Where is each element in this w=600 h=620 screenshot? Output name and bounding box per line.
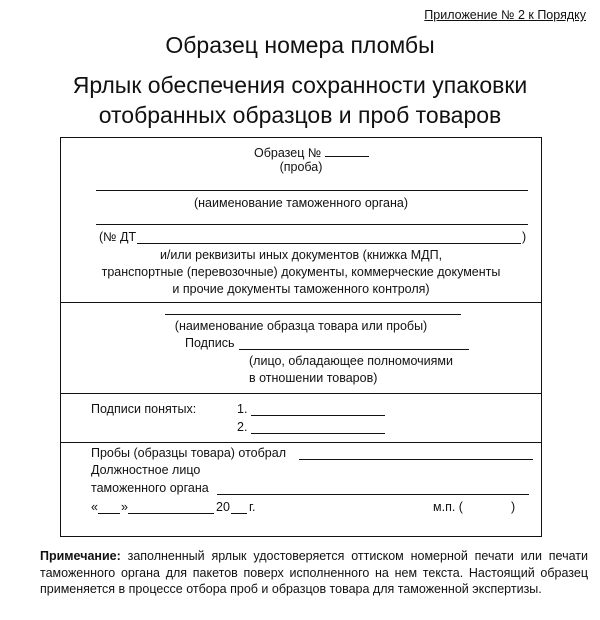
date-close-quote: » xyxy=(121,500,128,514)
documents-caption-3: и прочие документы таможенного контроля) xyxy=(172,282,430,296)
customs-name-caption: (наименование таможенного органа) xyxy=(193,196,409,210)
dt-open-label: (№ ДТ xyxy=(99,230,137,244)
note-label: Примечание: xyxy=(40,549,121,563)
witness-1-number: 1. xyxy=(237,402,248,416)
dt-close-label: ) xyxy=(522,230,527,244)
witness-2-number: 2. xyxy=(237,420,248,434)
sample-name-field[interactable] xyxy=(165,314,461,315)
date-open-quote: « xyxy=(91,500,98,514)
sample-name-caption: (наименование образца товара или пробы) xyxy=(174,319,428,333)
section-divider xyxy=(61,442,541,443)
documents-caption-1: и/или реквизиты иных документов (книжка МДП, xyxy=(159,248,443,262)
authorized-person-caption-1: (лицо, обладающее полномочиями xyxy=(249,354,453,368)
label-title-line-2: отобранных образцов и проб товаров xyxy=(98,102,502,128)
date-day-field[interactable] xyxy=(98,513,120,514)
customs-name-field-2[interactable] xyxy=(96,224,528,225)
stamp-place-close: ) xyxy=(511,500,516,514)
witness-2-signature-field[interactable] xyxy=(251,433,385,434)
label-form xyxy=(60,137,542,537)
probe-caption: (проба) xyxy=(279,160,323,174)
label-title-line-1: Ярлык обеспечения сохранности упаковки xyxy=(72,72,528,98)
official-label-1: Должностное лицо xyxy=(91,463,201,477)
documents-caption-2: транспортные (перевозочные) документы, коммерческие документы xyxy=(101,265,501,279)
year-suffix: г. xyxy=(249,500,256,514)
sample-number-field[interactable] xyxy=(325,144,369,157)
customs-name-field[interactable] xyxy=(96,190,528,191)
signature-label: Подпись xyxy=(185,336,235,350)
note xyxy=(40,548,588,598)
sample-number-row xyxy=(254,144,369,160)
sample-number-label: Образец № xyxy=(254,146,322,160)
appendix-reference: Приложение № 2 к Порядку xyxy=(424,8,586,22)
signature-field[interactable] xyxy=(239,349,469,350)
official-field[interactable] xyxy=(217,494,529,495)
date-month-field[interactable] xyxy=(128,513,214,514)
page-title: Образец номера пломбы xyxy=(165,32,435,58)
note-text: заполненный ярлык удостоверяется оттиском номерной печати или печати таможенного органа для пакетов поверх исполненного на нем текста. Настоящий образец применяется в процессе отбора проб и образцов товара для таможенной экспертизы. xyxy=(40,549,588,596)
section-divider xyxy=(61,393,541,394)
witnesses-label: Подписи понятых: xyxy=(91,402,197,416)
taken-by-label: Пробы (образцы товара) отобрал xyxy=(91,446,286,460)
stamp-place-label: м.п. ( xyxy=(433,500,463,514)
year-prefix: 20 xyxy=(216,500,230,514)
authorized-person-caption-2: в отношении товаров) xyxy=(249,371,378,385)
section-divider xyxy=(61,302,541,303)
date-year-field[interactable] xyxy=(231,513,247,514)
dt-number-field[interactable] xyxy=(137,243,521,244)
taken-by-field[interactable] xyxy=(299,459,533,460)
witness-1-signature-field[interactable] xyxy=(251,415,385,416)
official-label-2: таможенного органа xyxy=(91,481,209,495)
